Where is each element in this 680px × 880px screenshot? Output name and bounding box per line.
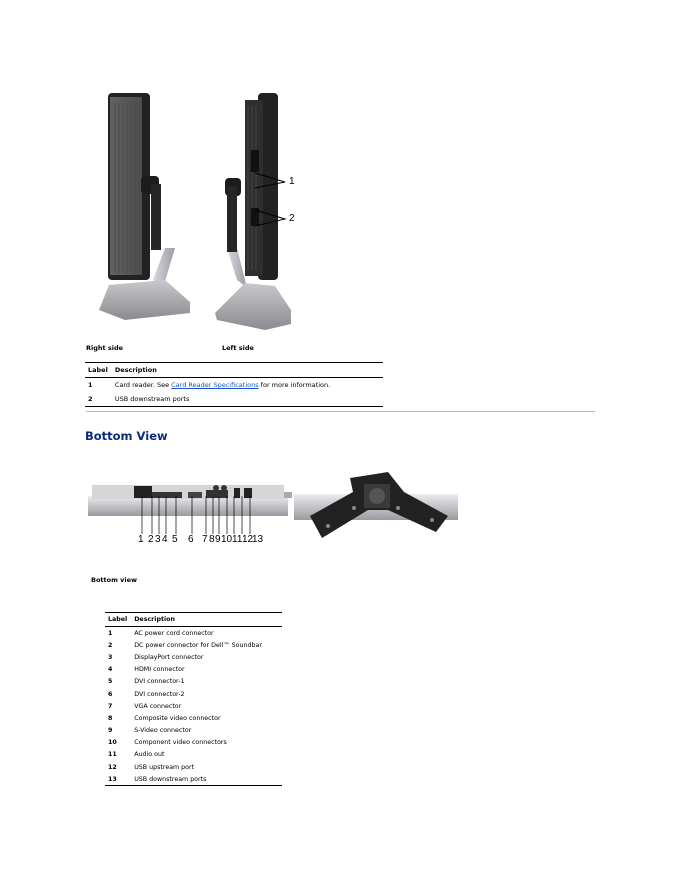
table-row: 1 AC power cord connector bbox=[108, 629, 214, 637]
column-header-label: Label bbox=[85, 363, 112, 378]
left-side-monitor bbox=[215, 93, 291, 330]
bottom-panel-front bbox=[88, 485, 292, 516]
table-row: 4 HDMI connector bbox=[108, 666, 185, 674]
side-callout-1: 1 bbox=[289, 176, 295, 187]
column-header-description: Description bbox=[112, 363, 383, 378]
table-row: 8 Composite video connector bbox=[108, 714, 221, 722]
table-row: 5 DVI connector-1 bbox=[108, 678, 185, 686]
bottom-view-heading: Bottom View bbox=[85, 429, 168, 443]
table-row: 11 Audio out bbox=[108, 751, 165, 759]
monitor-bottom-view-image bbox=[88, 470, 463, 542]
table-row: 1 Card reader. See Card Reader Specifications for more information. bbox=[88, 381, 331, 389]
table-row: 13 USB downstream ports bbox=[105, 773, 282, 786]
card-reader-specifications-link[interactable]: Card Reader Specifications bbox=[171, 381, 259, 389]
bottom-view-caption: Bottom view bbox=[91, 576, 138, 584]
table-row: 7 VGA connector bbox=[108, 702, 182, 710]
right-side-caption: Right side bbox=[86, 344, 124, 352]
section-divider bbox=[86, 411, 595, 412]
bottom-panel-stand bbox=[294, 472, 458, 538]
left-side-caption: Left side bbox=[222, 344, 254, 352]
table-row: 6 DVI connector-2 bbox=[108, 690, 185, 698]
column-header-description: Description bbox=[131, 613, 282, 627]
side-view-table bbox=[85, 362, 383, 407]
table-row: 12 USB upstream port bbox=[108, 763, 195, 771]
table-row: 9 S-Video connector bbox=[108, 727, 192, 735]
table-row: 2 DC power connector for Dell™ Soundbar bbox=[108, 641, 262, 649]
right-side-monitor bbox=[99, 93, 190, 320]
table-row: 3 DisplayPort connector bbox=[108, 653, 204, 661]
bottom-callouts: 1 2 3 4 5 6 7 8 9 10 11 12 13 bbox=[138, 534, 264, 545]
column-header-label: Label bbox=[105, 613, 131, 627]
bottom-view-rows bbox=[105, 627, 282, 786]
monitor-side-views-image bbox=[85, 88, 315, 333]
table-row: 2 USB downstream ports bbox=[85, 392, 383, 407]
table-row: 10 Component video connectors bbox=[108, 739, 227, 747]
side-callout-2: 2 bbox=[289, 213, 295, 224]
bottom-view-table bbox=[105, 612, 282, 786]
